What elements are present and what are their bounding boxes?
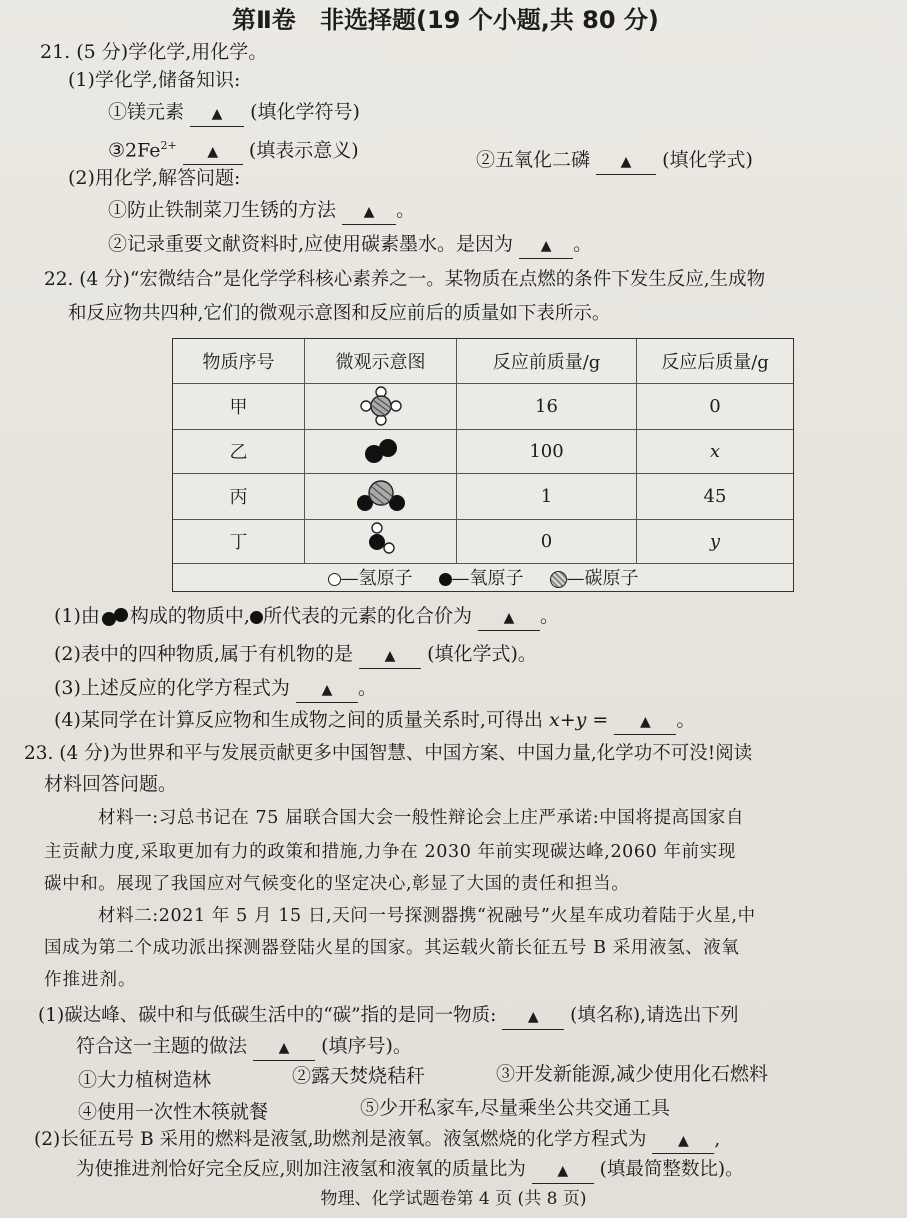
q22-sub2-hint: (填化学式)。 — [427, 643, 537, 665]
q21-item4-end: 。 — [396, 199, 416, 221]
table-cell-before: 0 — [457, 519, 637, 563]
table-header-row — [173, 339, 793, 384]
table-cell-after: 45 — [703, 485, 727, 507]
answer-blank[interactable] — [359, 642, 421, 669]
q23-sub1-hint: (填名称),请选出下列 — [570, 1005, 739, 1026]
q21-item4-text: ①防止铁制菜刀生锈的方法 — [108, 199, 337, 221]
table-cell-name: 乙 — [173, 429, 305, 473]
answer-blank[interactable] — [502, 1004, 564, 1030]
q23-sub2-text: (2)长征五号 B 采用的燃料是液氢,助燃剂是液氧。液氢燃烧的化学方程式为 — [34, 1129, 647, 1150]
water-molecule-icon — [361, 522, 401, 560]
legend-label: —氧原子 — [451, 568, 524, 589]
q21-item5b-text: ②记录重要文献资料时,应使用碳素墨水。是因为 — [108, 233, 514, 255]
oxygen-molecule-icon — [361, 436, 401, 466]
table-cell-before: 16 — [457, 383, 637, 429]
q23-sub1b-text: 符合这一主题的做法 — [76, 1035, 248, 1057]
q22-stem-line1: 22. (4 分)“宏微结合”是化学学科核心素养之一。某物质在点燃的条件下发生反应,生成物 — [44, 269, 766, 290]
q21-item5b-end: 。 — [573, 233, 593, 255]
answer-blank[interactable] — [183, 138, 243, 165]
table-cell-after: 0 — [709, 395, 721, 417]
q21-item2-text: ②五氧化二磷 — [476, 149, 591, 171]
q21-item1-text: ①镁元素 — [108, 101, 185, 123]
carbon-dioxide-molecule-icon — [355, 477, 407, 515]
q22-sub3-end: 。 — [357, 677, 377, 699]
atom-legend — [173, 563, 793, 591]
answer-blank[interactable] — [532, 1158, 594, 1184]
option-5: ⑤少开私家车,尽量乘坐公共交通工具 — [360, 1097, 671, 1119]
q21-item3-hint: (填表示意义) — [248, 139, 359, 162]
q23-sub1-line2 — [76, 1034, 412, 1061]
blank-marker: ▲ — [677, 1133, 689, 1149]
co2-model-icon — [305, 473, 457, 519]
oxygen-molecule-icon — [100, 608, 130, 626]
legend-carbon — [550, 564, 639, 590]
blank-marker: ▲ — [540, 238, 552, 254]
hydrogen-atom-icon — [328, 573, 341, 586]
q22-sub4-equation: x+y = — [549, 709, 609, 731]
q22-sub1 — [54, 604, 559, 631]
q22-sub4-end: 。 — [676, 709, 696, 731]
q22-sub4 — [54, 708, 695, 735]
answer-blank[interactable] — [596, 148, 656, 175]
answer-blank[interactable] — [614, 708, 676, 735]
oxygen-atom-icon — [439, 573, 452, 586]
q21-item2 — [476, 148, 753, 175]
blank-marker: ▲ — [278, 1040, 290, 1056]
q23-sub1b-hint: (填序号)。 — [321, 1035, 412, 1057]
q23-sub2-end: , — [714, 1129, 721, 1150]
answer-blank[interactable] — [478, 604, 540, 631]
blank-marker: ▲ — [503, 610, 515, 626]
table-cell-before: 100 — [457, 429, 637, 473]
q21-item2-hint: (填化学式) — [662, 149, 753, 171]
table-cell-before: 1 — [457, 473, 637, 519]
q23-stem-line1: 23. (4 分)为世界和平与发展贡献更多中国智慧、中国方案、中国力量,化学功不可没!阅读 — [24, 743, 753, 764]
table-cell-name: 丁 — [173, 519, 305, 563]
legend-oxygen — [439, 564, 524, 590]
blank-marker: ▲ — [557, 1163, 569, 1179]
table-header: 微观示意图 — [305, 339, 457, 383]
material1-line3: 碳中和。展现了我国应对气候变化的坚定决心,彰显了大国的责任和担当。 — [44, 874, 630, 894]
q22-sub2 — [54, 642, 537, 669]
water-model-icon — [305, 519, 457, 563]
section-title — [232, 8, 659, 34]
table-header: 反应后质量/g — [661, 352, 769, 373]
answer-blank[interactable] — [190, 100, 244, 127]
q22-sub1-end: 。 — [540, 605, 560, 627]
blank-marker: ▲ — [384, 648, 396, 664]
q22-stem-line2: 和反应物共四种,它们的微观示意图和反应前后的质量如下表所示。 — [68, 303, 611, 324]
q21-item1-hint: (填化学符号) — [250, 101, 360, 123]
q22-sub1-text: (1)由 — [54, 605, 100, 627]
answer-blank[interactable] — [652, 1128, 714, 1154]
data-table — [172, 338, 794, 592]
legend-hydrogen — [328, 564, 413, 590]
q22-sub3-text: (3)上述反应的化学方程式为 — [54, 677, 290, 699]
q22-sub1-text3: 所代表的元素的化合价为 — [262, 605, 472, 627]
table-header: 反应前质量/g — [457, 339, 637, 383]
oxygen-atom-icon — [250, 611, 263, 624]
methane-model-icon — [305, 383, 457, 429]
table-header: 物质序号 — [173, 339, 305, 383]
option-1: ①大力植树造林 — [78, 1069, 212, 1091]
table-cell-name: 甲 — [173, 383, 305, 429]
charge-superscript: 2+ — [160, 139, 177, 152]
material1-line1: 材料一:习总书记在 75 届联合国大会一般性辩论会上庄严承诺:中国将提高国家自 — [98, 808, 745, 828]
table-row — [173, 383, 793, 430]
q21-item4 — [108, 198, 415, 225]
q23-sub2-line2 — [76, 1158, 744, 1184]
material1-line2: 主贡献力度,采取更加有力的政策和措施,力争在 2030 年前实现碳达峰,2060 年前实现 — [44, 842, 736, 862]
q23-stem-line2: 材料回答问题。 — [44, 773, 178, 795]
blank-marker: ▲ — [207, 144, 219, 161]
table-row — [173, 519, 793, 564]
option-4: ④使用一次性木筷就餐 — [78, 1101, 269, 1123]
q23-sub2b-text: 为使推进剂恰好完全反应,则加注液氢和液氧的质量比为 — [76, 1159, 526, 1180]
answer-blank[interactable] — [342, 198, 396, 225]
oxygen-model-icon — [305, 429, 457, 473]
blank-marker: ▲ — [211, 106, 223, 122]
q22-sub3 — [54, 676, 377, 703]
table-cell-after: y — [709, 530, 721, 552]
section-heading: 非选择题(19 个小题,共 80 分) — [319, 6, 659, 34]
q23-sub1-line1 — [38, 1004, 738, 1030]
q23-sub2b-hint: (填最简整数比)。 — [599, 1159, 744, 1180]
q21-item3 — [108, 134, 359, 165]
blank-marker: ▲ — [321, 682, 333, 698]
option-3: ③开发新能源,减少使用化石燃料 — [496, 1063, 769, 1085]
q23-sub1-text: (1)碳达峰、碳中和与低碳生活中的“碳”指的是同一物质: — [38, 1005, 497, 1026]
answer-blank[interactable] — [253, 1034, 315, 1061]
q22-sub1-text2: 构成的物质中, — [129, 605, 250, 627]
blank-marker: ▲ — [620, 154, 632, 170]
q23-sub2-line1 — [34, 1128, 720, 1154]
answer-blank[interactable] — [296, 676, 358, 703]
blank-marker: ▲ — [640, 714, 651, 730]
methane-molecule-icon — [359, 386, 403, 426]
table-cell-name: 丙 — [173, 473, 305, 519]
legend-label: —氢原子 — [340, 568, 413, 589]
material2-line2: 国成为第二个成功派出探测器登陆火星的国家。其运载火箭长征五号 B 采用液氢、液氧 — [44, 938, 740, 958]
material2-line3: 作推进剂。 — [44, 970, 137, 990]
q22-sub4-text: (4)某同学在计算反应物和生成物之间的质量关系时,可得出 — [54, 709, 549, 731]
q21-part1: (1)学化学,储备知识: — [68, 69, 241, 91]
q21-item1 — [108, 100, 360, 127]
table-row — [173, 429, 793, 474]
blank-marker: ▲ — [527, 1009, 539, 1025]
material2-line1: 材料二:2021 年 5 月 15 日,天问一号探测器携“祝融号”火星车成功着陆于火星,中 — [98, 906, 756, 926]
q22-sub2-text: (2)表中的四种物质,属于有机物的是 — [54, 643, 353, 665]
q21-stem: 21. (5 分)学化学,用化学。 — [40, 41, 268, 63]
table-row — [173, 473, 793, 520]
q21-item3-text: ③2Fe — [108, 139, 161, 162]
section-label: 第Ⅱ卷 — [232, 6, 296, 34]
q22-stem-prefix — [108, 232, 592, 259]
legend-label: —碳原子 — [566, 568, 639, 589]
table-cell-after: x — [709, 440, 721, 462]
blank-marker: ▲ — [363, 204, 375, 220]
answer-blank[interactable] — [519, 232, 573, 259]
option-2: ②露天焚烧秸秆 — [292, 1065, 426, 1087]
page-footer: 物理、化学试题卷第 4 页 (共 8 页) — [320, 1189, 587, 1209]
carbon-atom-icon — [550, 571, 567, 588]
q21-part2: (2)用化学,解答问题: — [68, 167, 241, 189]
